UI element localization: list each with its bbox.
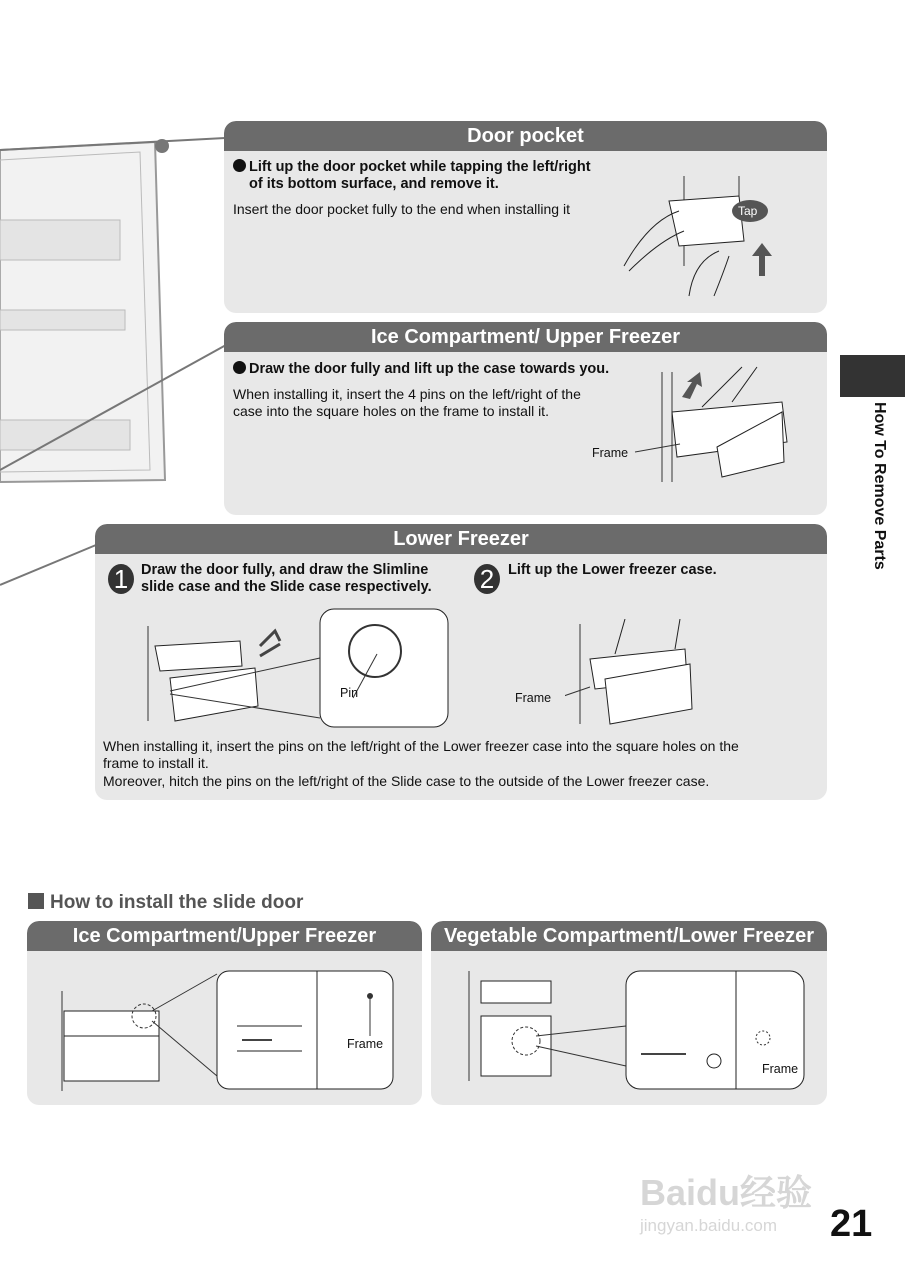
install-note: Moreover, hitch the pins on the left/right of the Slide case to the outside of the Lower freezer case. [103,773,710,789]
section-title: Door pocket [224,121,827,151]
step-1-text: Draw the door fully, and draw the Slimline [141,562,429,578]
frame-label: Frame [592,446,629,460]
side-tab [840,355,905,397]
install-note: frame to install it. [103,755,209,771]
section-title: Ice Compartment/Upper Freezer [27,921,422,951]
side-tab-label: How To Remove Parts [871,402,888,570]
instruction: of its bottom surface, and remove it. [249,176,499,192]
install-heading [28,892,303,914]
install-ice-illustration [52,966,402,1096]
install-vegetable-panel [431,921,827,1105]
pin-label: Pin [340,686,359,700]
install-ice-panel [27,921,422,1105]
ice-compartment-panel [224,322,827,515]
install-note: Insert the door pocket fully to the end when installing it [233,201,570,217]
install-note: When installing it, insert the pins on the left/right of the Lower freezer case into the square holes on the [103,738,739,754]
page-number: 21 [830,1203,873,1245]
frame-label: Frame [762,1062,799,1076]
install-vegetable-illustration [441,966,821,1096]
lower-freezer-panel [95,524,827,800]
step-1-text: slide case and the Slide case respectively. [141,579,432,595]
frame-label: Frame [515,691,552,705]
install-note: When installing it, insert the 4 pins on the left/right of the [233,386,581,402]
section-title: Vegetable Compartment/Lower Freezer [431,921,827,951]
square-bullet-icon [28,893,44,909]
slide-case-illustration [140,606,460,731]
instruction: Draw the door fully and lift up the case towards you. [249,361,610,377]
door-pocket-illustration [619,171,779,301]
section-title: Ice Compartment/ Upper Freezer [224,322,827,352]
tap-label: Tap [738,204,758,218]
heading-text: How to install the slide door [50,892,304,913]
step-2-text: Lift up the Lower freezer case. [508,562,717,578]
door-pocket-panel [224,121,827,313]
ice-compartment-illustration [632,362,802,487]
instruction: Lift up the door pocket while tapping the left/right [249,159,591,175]
frame-label: Frame [347,1037,384,1051]
step-1-badge: 1 [108,564,134,594]
bullet-icon [233,361,246,374]
install-note: case into the square holes on the frame to install it. [233,403,549,419]
section-title: Lower Freezer [95,524,827,554]
step-2-badge: 2 [474,564,500,594]
bullet-icon [233,159,246,172]
lower-freezer-illustration [565,619,715,729]
baidu-watermark: Baidu经验 jingyan.baidu.com [640,1172,813,1235]
